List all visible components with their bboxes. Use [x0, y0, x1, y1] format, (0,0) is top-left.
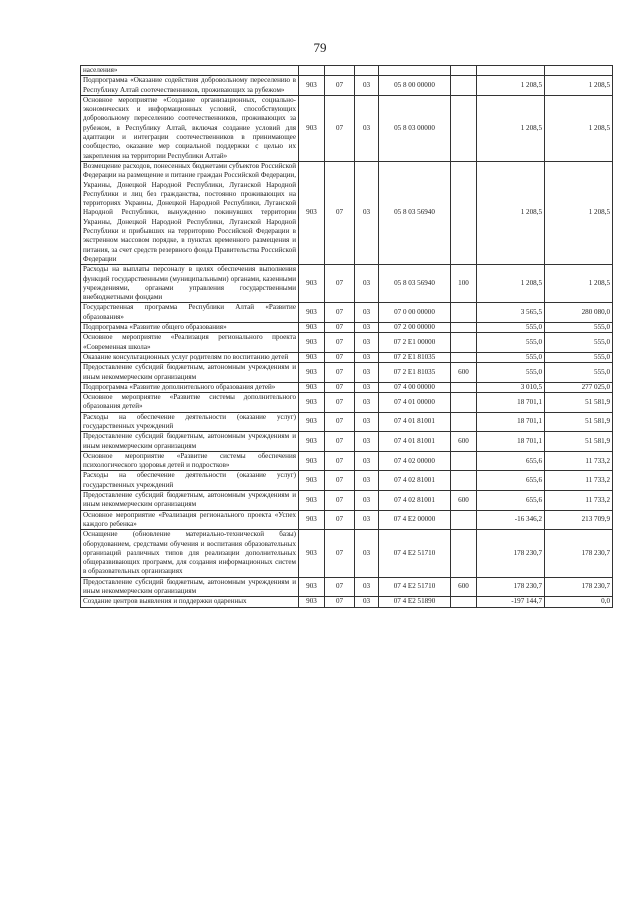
admin-code-cell: 903 — [299, 451, 325, 471]
admin-code-cell: 903 — [299, 491, 325, 511]
row-name-cell: Оснащение (обновление материально-технической базы) оборудованием, средствами обучения и воспитания образовательных организаций различных типов для реализации дополнительных общеразвивающих программ, для создания информационных систем в образовательных организациях — [81, 530, 299, 577]
row-name-cell: Возмещение расходов, понесенных бюджетами субъектов Российской Федерации на размещение и питание граждан Российской Федерации, Украины, Донецкой Народной Республики, Луганской Народной Республики и лиц без гражданства, постоянно проживающих на территориях Украины, Донецкой Народной Республики, Луганской Народной Республики, вынужденно покинувших территории Украины, Донецкой Народной Республики, Луганской Народной Республики и прибывших на территорию Российской Федерации в экстренном массовом порядке, в пунктах временного размещения и питания, за счет средств резервного фонда Правительства Российской Федерации — [81, 161, 299, 264]
admin-code-cell: 903 — [299, 382, 325, 392]
section-code-cell: 07 — [325, 432, 355, 452]
admin-code-cell: 903 — [299, 471, 325, 491]
target-article-cell: 07 4 01 81001 — [379, 412, 451, 432]
expense-type-cell — [451, 323, 477, 333]
page-number: 79 — [313, 40, 327, 55]
amount-cell: 178 230,7 — [545, 530, 613, 577]
subsection-code-cell: 03 — [355, 432, 379, 452]
section-code-cell: 07 — [325, 265, 355, 303]
amount-cell: 555,0 — [477, 333, 545, 353]
amount-cell: 555,0 — [545, 352, 613, 362]
subsection-code-cell: 03 — [355, 491, 379, 511]
expense-type-cell — [451, 393, 477, 413]
table-row — [81, 95, 613, 161]
subsection-code-cell: 03 — [355, 352, 379, 362]
target-article-cell: 07 2 E1 81035 — [379, 352, 451, 362]
row-name-cell: Предоставление субсидий бюджетным, автономным учреждениям и иным некоммерческим организациям — [81, 432, 299, 452]
row-name-cell: Основное мероприятие «Развитие системы обеспечения психологического здоровья детей и подростков» — [81, 451, 299, 471]
subsection-code-cell: 03 — [355, 510, 379, 530]
amount-cell: 1 208,5 — [545, 76, 613, 96]
subsection-code-cell: 03 — [355, 323, 379, 333]
amount-cell: 1 208,5 — [477, 95, 545, 161]
row-name-cell: Основное мероприятие «Реализация регионального проекта «Успех каждого ребенка» — [81, 510, 299, 530]
row-name-cell: Подпрограмма «Развитие дополнительного образования детей» — [81, 382, 299, 392]
amount-cell: 1 208,5 — [545, 161, 613, 264]
amount-cell: 280 080,0 — [545, 303, 613, 323]
subsection-code-cell: 03 — [355, 265, 379, 303]
expense-type-cell — [451, 161, 477, 264]
table-row — [81, 382, 613, 392]
amount-cell: 213 709,9 — [545, 510, 613, 530]
target-article-cell — [379, 66, 451, 76]
budget-table — [80, 65, 613, 608]
section-code-cell: 07 — [325, 352, 355, 362]
amount-cell: 178 230,7 — [477, 577, 545, 597]
section-code-cell: 07 — [325, 597, 355, 607]
row-name-cell: Создание центров выявления и поддержки одаренных — [81, 597, 299, 607]
admin-code-cell: 903 — [299, 303, 325, 323]
section-code-cell: 07 — [325, 393, 355, 413]
amount-cell: 555,0 — [477, 323, 545, 333]
subsection-code-cell: 03 — [355, 95, 379, 161]
amount-cell: 11 733,2 — [545, 471, 613, 491]
amount-cell: 0,0 — [545, 597, 613, 607]
expense-type-cell — [451, 66, 477, 76]
admin-code-cell: 903 — [299, 412, 325, 432]
expense-type-cell — [451, 352, 477, 362]
target-article-cell: 05 8 03 56940 — [379, 265, 451, 303]
amount-cell: 555,0 — [545, 363, 613, 383]
subsection-code-cell: 03 — [355, 393, 379, 413]
amount-cell: 18 701,1 — [477, 393, 545, 413]
table-row — [81, 530, 613, 577]
row-name-cell: Основное мероприятие «Реализация регионального проекта «Современная школа» — [81, 333, 299, 353]
row-name-cell: Расходы на обеспечение деятельности (оказание услуг) государственных учреждений — [81, 471, 299, 491]
table-row — [81, 597, 613, 607]
expense-type-cell — [451, 597, 477, 607]
row-name-cell: Основное мероприятие «Развитие системы дополнительного образования детей» — [81, 393, 299, 413]
row-name-cell: Подпрограмма «Оказание содействия добровольному переселению в Республику Алтай соотечественников, проживающих за рубежом» — [81, 76, 299, 96]
row-name-cell: Оказание консультационных услуг родителям по воспитанию детей — [81, 352, 299, 362]
table-row — [81, 265, 613, 303]
amount-cell: 1 208,5 — [477, 76, 545, 96]
admin-code-cell: 903 — [299, 161, 325, 264]
table-row — [81, 432, 613, 452]
target-article-cell: 07 4 01 00000 — [379, 393, 451, 413]
table-row — [81, 471, 613, 491]
admin-code-cell: 903 — [299, 530, 325, 577]
target-article-cell: 07 2 E1 00000 — [379, 333, 451, 353]
admin-code-cell: 903 — [299, 333, 325, 353]
target-article-cell: 07 4 E2 51710 — [379, 577, 451, 597]
amount-cell: -16 346,2 — [477, 510, 545, 530]
subsection-code-cell: 03 — [355, 303, 379, 323]
expense-type-cell — [451, 95, 477, 161]
amount-cell: 655,6 — [477, 471, 545, 491]
section-code-cell: 07 — [325, 95, 355, 161]
subsection-code-cell: 03 — [355, 412, 379, 432]
subsection-code-cell: 03 — [355, 333, 379, 353]
amount-cell: 555,0 — [545, 333, 613, 353]
table-row — [81, 352, 613, 362]
amount-cell: 11 733,2 — [545, 451, 613, 471]
section-code-cell: 07 — [325, 76, 355, 96]
target-article-cell: 07 4 E2 51890 — [379, 597, 451, 607]
section-code-cell: 07 — [325, 382, 355, 392]
target-article-cell: 07 4 02 00000 — [379, 451, 451, 471]
amount-cell: 51 581,9 — [545, 432, 613, 452]
admin-code-cell: 903 — [299, 352, 325, 362]
amount-cell — [545, 66, 613, 76]
target-article-cell: 07 2 E1 81035 — [379, 363, 451, 383]
amount-cell: 555,0 — [545, 323, 613, 333]
admin-code-cell: 903 — [299, 265, 325, 303]
section-code-cell: 07 — [325, 491, 355, 511]
amount-cell: 1 208,5 — [477, 265, 545, 303]
subsection-code-cell: 03 — [355, 76, 379, 96]
expense-type-cell — [451, 530, 477, 577]
row-name-cell: Расходы на обеспечение деятельности (оказание услуг) государственных учреждений — [81, 412, 299, 432]
amount-cell: 1 208,5 — [545, 265, 613, 303]
section-code-cell: 07 — [325, 530, 355, 577]
amount-cell: 3 010,5 — [477, 382, 545, 392]
section-code-cell: 07 — [325, 303, 355, 323]
admin-code-cell: 903 — [299, 95, 325, 161]
section-code-cell: 07 — [325, 471, 355, 491]
target-article-cell: 05 8 03 00000 — [379, 95, 451, 161]
row-name-cell: Предоставление субсидий бюджетным, автономным учреждениям и иным некоммерческим организациям — [81, 363, 299, 383]
admin-code-cell — [299, 66, 325, 76]
row-name-cell: населения» — [81, 66, 299, 76]
subsection-code-cell — [355, 66, 379, 76]
amount-cell: -197 144,7 — [477, 597, 545, 607]
admin-code-cell: 903 — [299, 577, 325, 597]
table-row — [81, 491, 613, 511]
section-code-cell: 07 — [325, 333, 355, 353]
target-article-cell: 07 4 E2 51710 — [379, 530, 451, 577]
expense-type-cell — [451, 510, 477, 530]
table-row — [81, 451, 613, 471]
target-article-cell: 05 8 03 56940 — [379, 161, 451, 264]
section-code-cell: 07 — [325, 161, 355, 264]
expense-type-cell — [451, 471, 477, 491]
admin-code-cell: 903 — [299, 597, 325, 607]
table-row — [81, 66, 613, 76]
table-row — [81, 412, 613, 432]
target-article-cell: 05 8 00 00000 — [379, 76, 451, 96]
target-article-cell: 07 2 00 00000 — [379, 323, 451, 333]
table-row — [81, 323, 613, 333]
section-code-cell: 07 — [325, 412, 355, 432]
target-article-cell: 07 4 00 00000 — [379, 382, 451, 392]
expense-type-cell — [451, 333, 477, 353]
table-row — [81, 393, 613, 413]
admin-code-cell: 903 — [299, 393, 325, 413]
expense-type-cell: 600 — [451, 491, 477, 511]
amount-cell — [477, 66, 545, 76]
section-code-cell — [325, 66, 355, 76]
table-row — [81, 510, 613, 530]
subsection-code-cell: 03 — [355, 382, 379, 392]
amount-cell: 555,0 — [477, 363, 545, 383]
expense-type-cell: 100 — [451, 265, 477, 303]
subsection-code-cell: 03 — [355, 471, 379, 491]
admin-code-cell: 903 — [299, 76, 325, 96]
section-code-cell: 07 — [325, 323, 355, 333]
expense-type-cell — [451, 412, 477, 432]
table-row — [81, 363, 613, 383]
expense-type-cell — [451, 451, 477, 471]
amount-cell: 3 565,5 — [477, 303, 545, 323]
row-name-cell: Расходы на выплаты персоналу в целях обеспечения выполнения функций государственными (муниципальными) органами, казенными учреждениями, органами управления государственными внебюджетными фондами — [81, 265, 299, 303]
table-row — [81, 76, 613, 96]
expense-type-cell — [451, 382, 477, 392]
admin-code-cell: 903 — [299, 323, 325, 333]
amount-cell: 277 025,0 — [545, 382, 613, 392]
admin-code-cell: 903 — [299, 363, 325, 383]
target-article-cell: 07 0 00 00000 — [379, 303, 451, 323]
expense-type-cell — [451, 303, 477, 323]
amount-cell: 51 581,9 — [545, 393, 613, 413]
row-name-cell: Предоставление субсидий бюджетным, автономным учреждениям и иным некоммерческим организациям — [81, 577, 299, 597]
expense-type-cell: 600 — [451, 363, 477, 383]
admin-code-cell: 903 — [299, 432, 325, 452]
row-name-cell: Основное мероприятие «Создание организационных, социально-экономических и информационных условий, способствующих добровольному переселению соотечественников, проживающих за рубежом, в Республику Алтай, включая создание условий для адаптации и интеграции соотечественников в принимающее сообщество, оказание мер социальной поддержки с целью их закрепления на территории Республики Алтай» — [81, 95, 299, 161]
target-article-cell: 07 4 02 81001 — [379, 491, 451, 511]
table-row — [81, 303, 613, 323]
subsection-code-cell: 03 — [355, 577, 379, 597]
subsection-code-cell: 03 — [355, 161, 379, 264]
subsection-code-cell: 03 — [355, 451, 379, 471]
admin-code-cell: 903 — [299, 510, 325, 530]
target-article-cell: 07 4 E2 00000 — [379, 510, 451, 530]
amount-cell: 11 733,2 — [545, 491, 613, 511]
table-row — [81, 577, 613, 597]
amount-cell: 178 230,7 — [477, 530, 545, 577]
subsection-code-cell: 03 — [355, 363, 379, 383]
expense-type-cell: 600 — [451, 432, 477, 452]
amount-cell: 655,6 — [477, 491, 545, 511]
section-code-cell: 07 — [325, 451, 355, 471]
subsection-code-cell: 03 — [355, 530, 379, 577]
section-code-cell: 07 — [325, 363, 355, 383]
section-code-cell: 07 — [325, 577, 355, 597]
row-name-cell: Государственная программа Республики Алтай «Развитие образования» — [81, 303, 299, 323]
row-name-cell: Предоставление субсидий бюджетным, автономным учреждениям и иным некоммерческим организациям — [81, 491, 299, 511]
row-name-cell: Подпрограмма «Развитие общего образования» — [81, 323, 299, 333]
table-row — [81, 161, 613, 264]
expense-type-cell: 600 — [451, 577, 477, 597]
amount-cell: 18 701,1 — [477, 432, 545, 452]
amount-cell: 51 581,9 — [545, 412, 613, 432]
amount-cell: 1 208,5 — [545, 95, 613, 161]
subsection-code-cell: 03 — [355, 597, 379, 607]
amount-cell: 18 701,1 — [477, 412, 545, 432]
table-row — [81, 333, 613, 353]
amount-cell: 178 230,7 — [545, 577, 613, 597]
expense-type-cell — [451, 76, 477, 96]
target-article-cell: 07 4 01 81001 — [379, 432, 451, 452]
target-article-cell: 07 4 02 81001 — [379, 471, 451, 491]
amount-cell: 655,6 — [477, 451, 545, 471]
section-code-cell: 07 — [325, 510, 355, 530]
amount-cell: 555,0 — [477, 352, 545, 362]
amount-cell: 1 208,5 — [477, 161, 545, 264]
